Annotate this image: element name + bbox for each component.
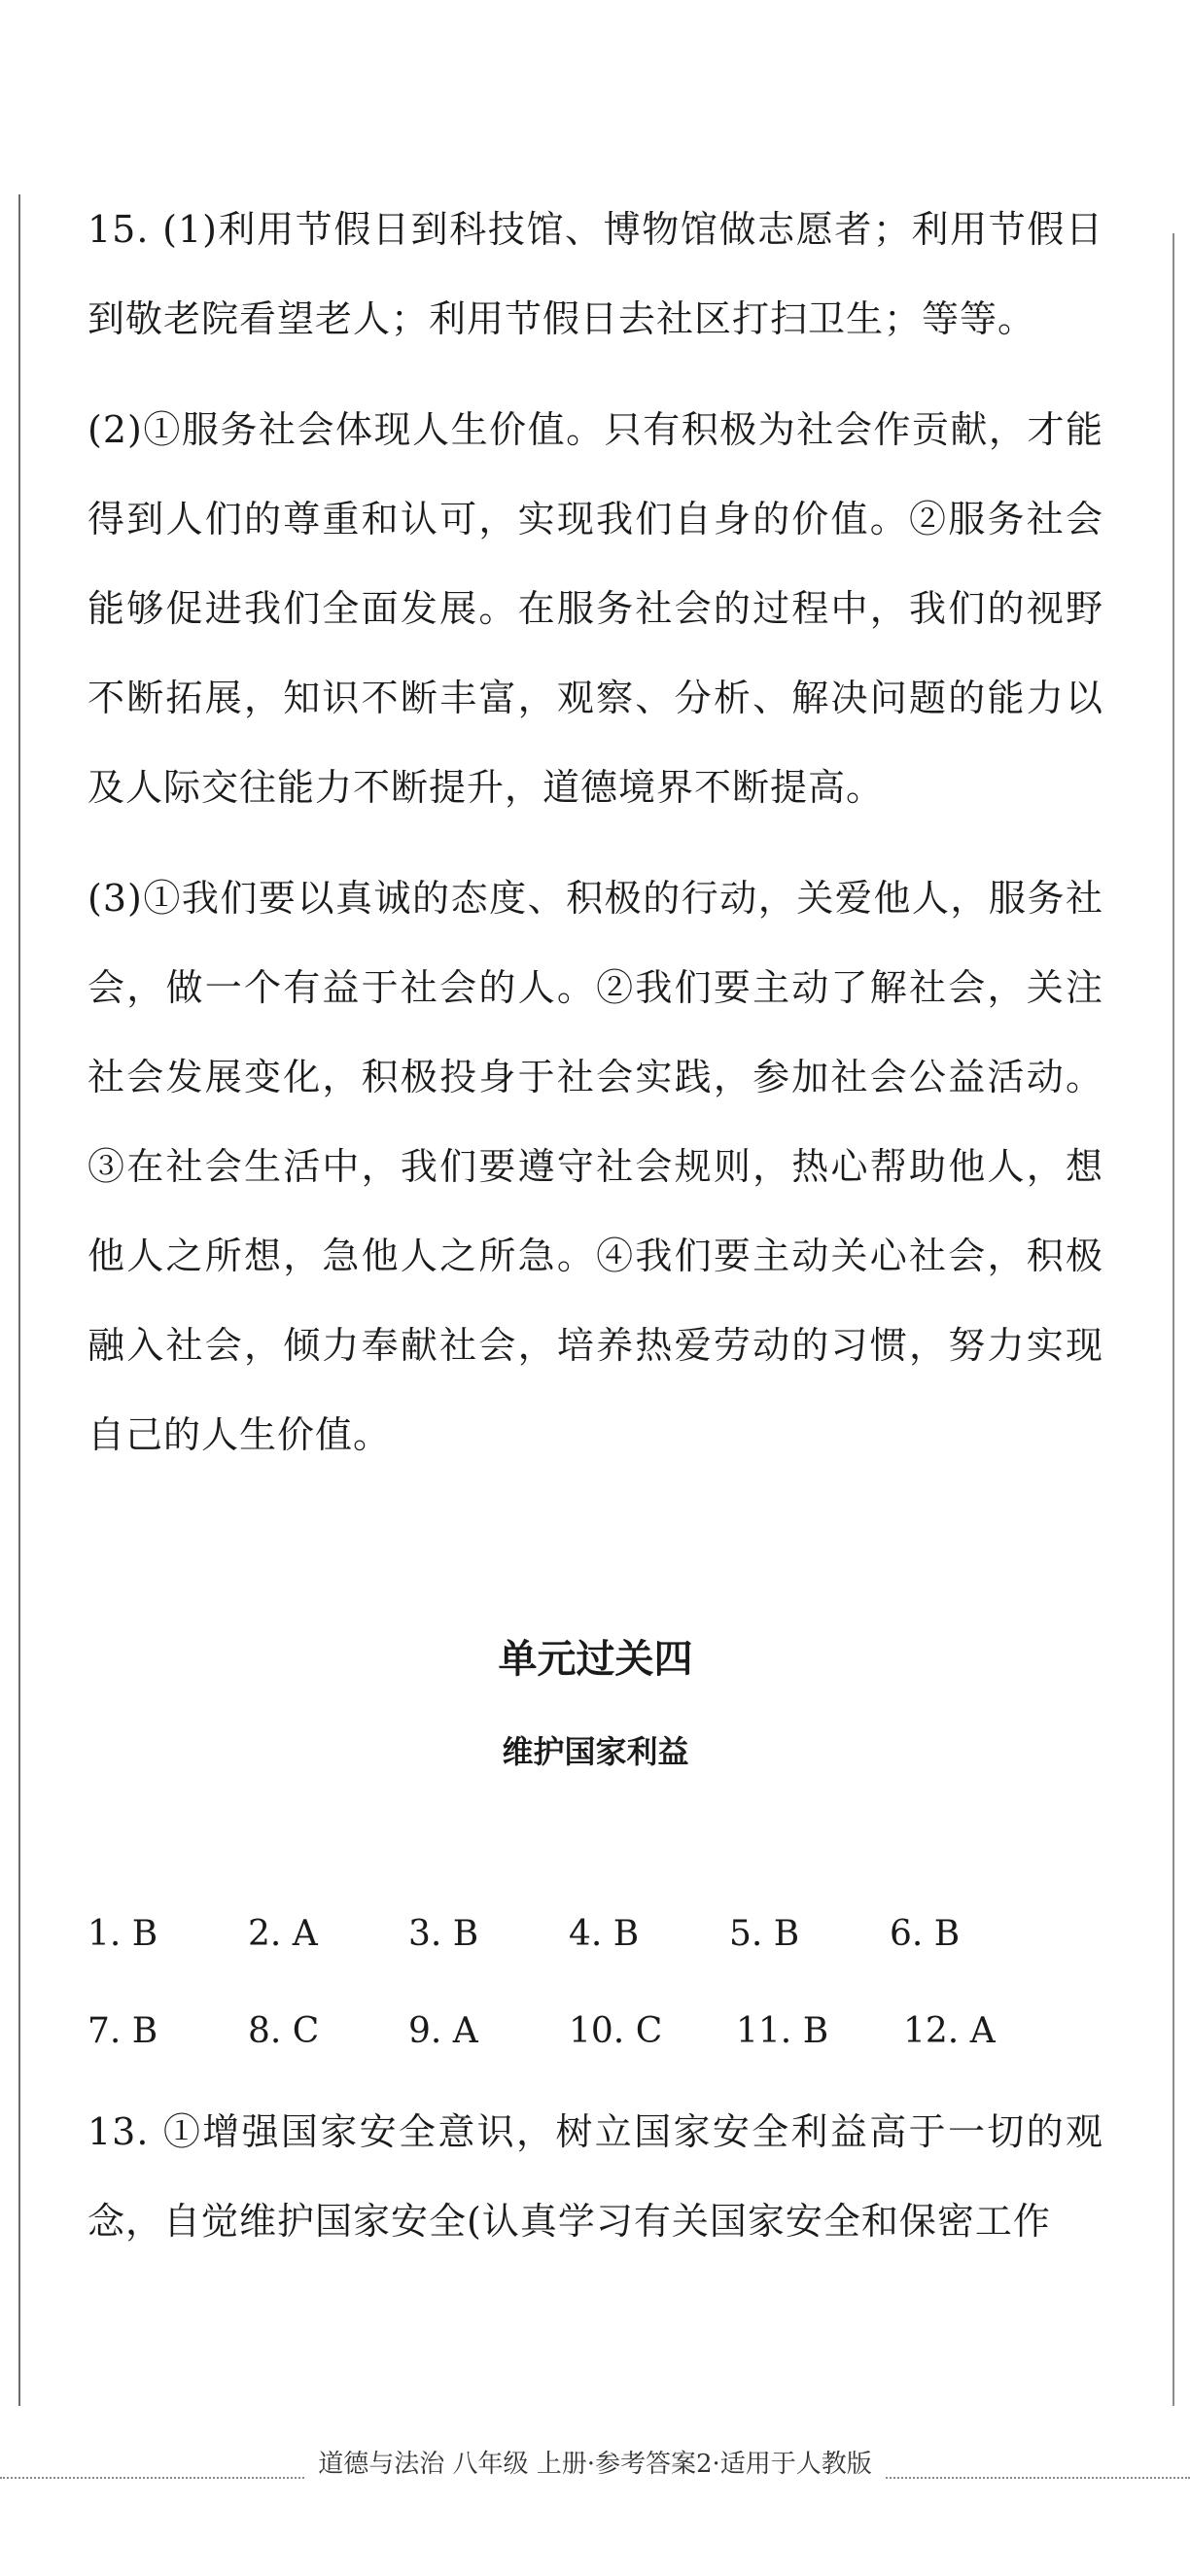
section-title: 单元过关四 (498, 1637, 693, 1682)
answer-item: 1. B (88, 1914, 158, 1954)
answer-item: 8. C (248, 2011, 320, 2051)
left-margin-line (18, 194, 20, 2406)
answer-row-1 (88, 1891, 1103, 1978)
answer-item: 6. B (890, 1914, 961, 1954)
page-footer (0, 2445, 1190, 2484)
answer-item: 2. A (248, 1914, 318, 1954)
answer-15-part-2: (2)①服务社会体现人生价值。只有积极为社会作贡献，才能得到人们的尊重和认可，实现我们自身的价值。②服务社会能够促进我们全面发展。在服务社会的过程中，我们的视野不断拓展，知识不断丰富，观察、分析、解决问题的能力以及人际交往能力不断提升，道德境界不断提高。 (88, 408, 1103, 809)
right-margin-line (1172, 233, 1174, 2406)
answer-row-2 (88, 1988, 1103, 2075)
answer-13: 13. ①增强国家安全意识，树立国家安全利益高于一切的观念，自觉维护国家安全(认真学习有关国家安全和保密工作 (88, 2110, 1103, 2243)
answer-item: 5. B (729, 1914, 800, 1954)
answer-item: 4. B (569, 1914, 640, 1954)
answer-15-part-1: 15. (1)利用节假日到科技馆、博物馆做志愿者；利用节假日到敬老院看望老人；利用节假日去社区打扫卫生；等等。 (88, 208, 1103, 340)
answer-item: 3. B (408, 1914, 479, 1954)
footer-text: 道德与法治 八年级 上册·参考答案2·适用于人教版 (304, 2450, 886, 2479)
answer-15-part-3: (3)①我们要以真诚的态度、积极的行动，关爱他人，服务社会，做一个有益于社会的人。②我们要主动了解社会，关注社会发展变化，积极投身于社会实践，参加社会公益活动。③在社会生活中，我们要遵守社会规则，热心帮助他人，想他人之所想，急他人之所急。④我们要主动关心社会，积极融入社会，倾力奉献社会，培养热爱劳动的习惯，努力实现自己的人生价值。 (88, 877, 1103, 1456)
section-subtitle: 维护国家利益 (502, 1733, 689, 1770)
answer-item: 7. B (88, 2011, 158, 2051)
answer-item: 9. A (408, 2011, 478, 2051)
multiple-choice-answers (88, 1891, 1103, 2075)
answer-item: 10. C (569, 2011, 663, 2051)
page-content (88, 185, 1103, 2266)
answer-item: 12. A (903, 2011, 996, 2051)
answer-item: 11. B (736, 2011, 829, 2051)
